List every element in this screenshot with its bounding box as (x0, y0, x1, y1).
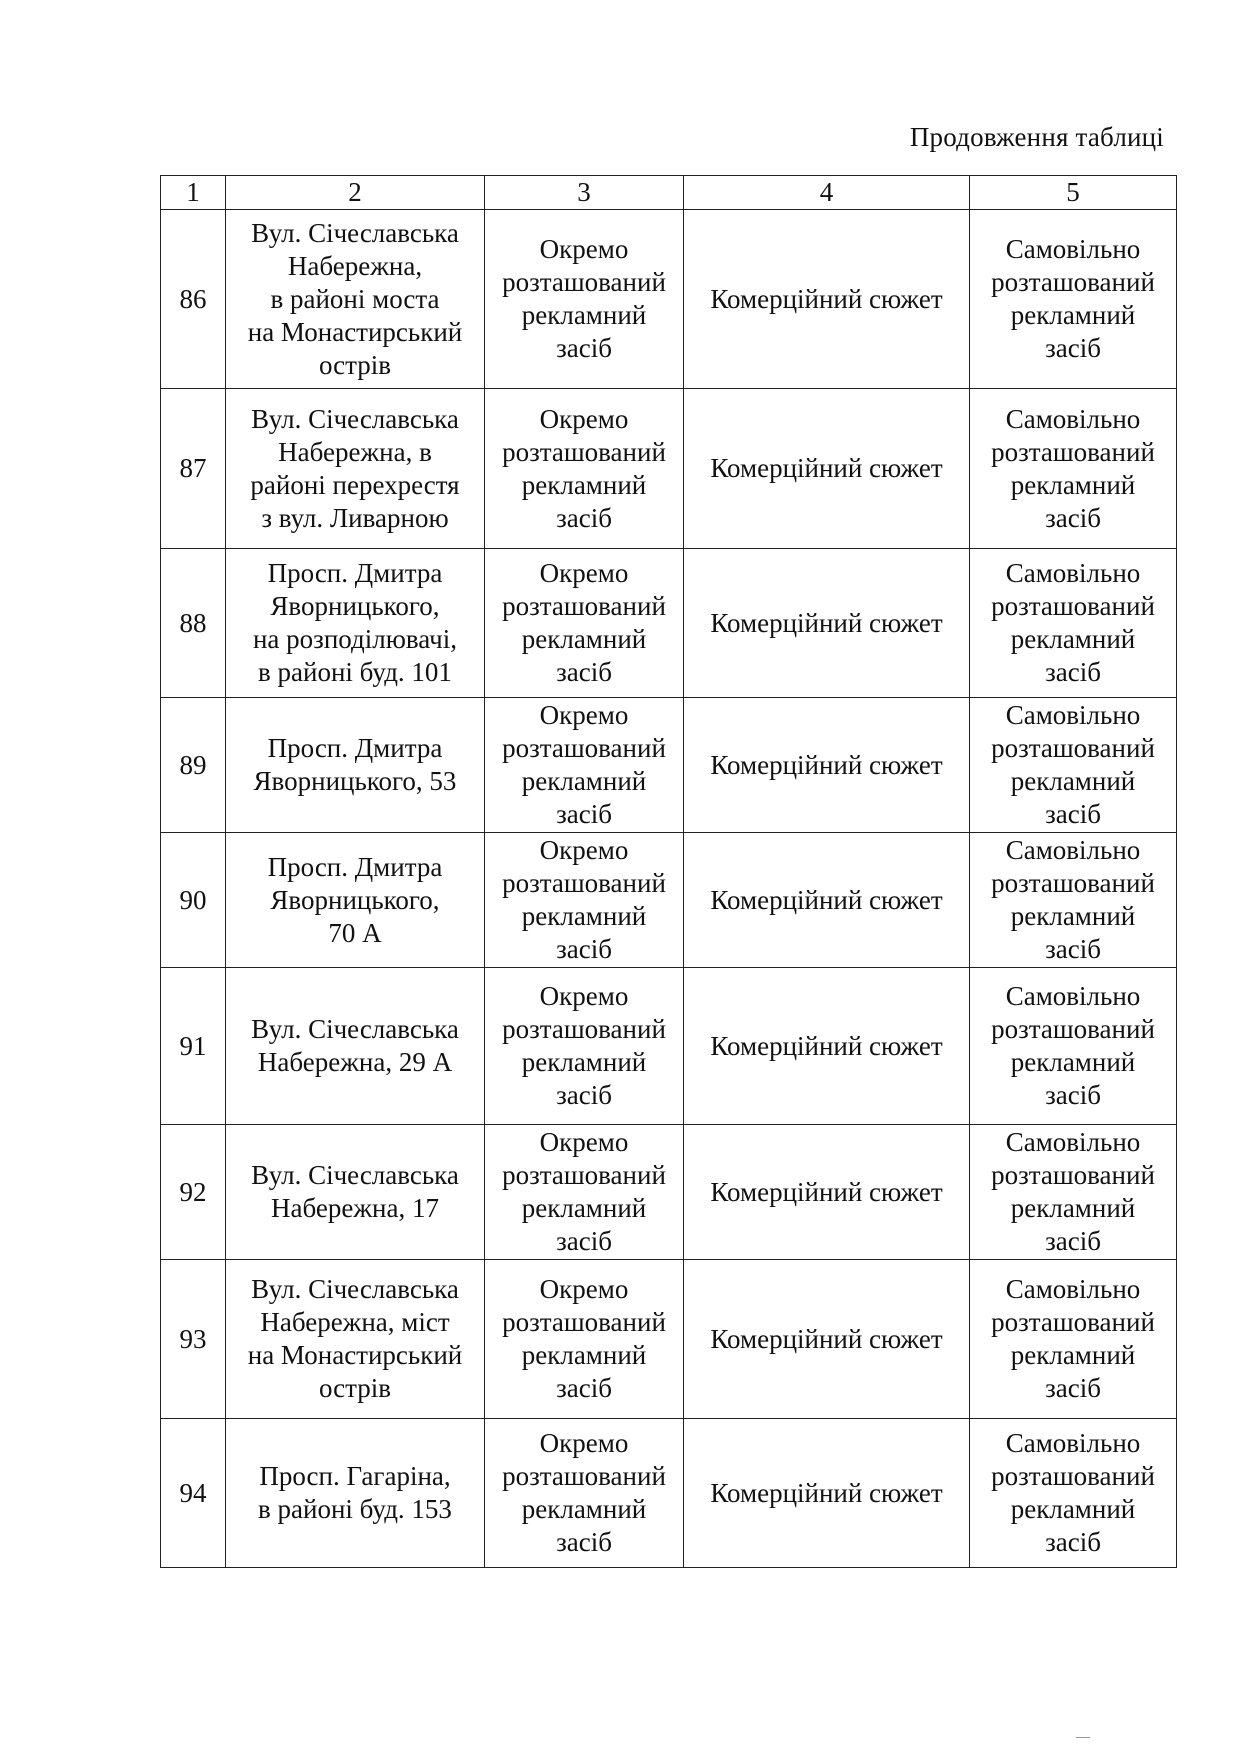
table-row (161, 549, 1177, 698)
column-number-4: 4 (684, 176, 970, 210)
row-status: Самовільно розташований рекламний засіб (970, 968, 1177, 1125)
advertising-table (160, 175, 1177, 1568)
table-row (161, 833, 1177, 968)
table-header-row (161, 176, 1177, 210)
row-type: Окремо розташований рекламний засіб (485, 549, 684, 698)
row-content: Комерційний сюжет (684, 1260, 970, 1419)
row-address: Просп. Гагаріна, в районі буд. 153 (226, 1419, 485, 1568)
row-content: Комерційний сюжет (684, 968, 970, 1125)
table-row (161, 1419, 1177, 1568)
table-row (161, 389, 1177, 549)
column-number-3: 3 (485, 176, 684, 210)
row-status: Самовільно розташований рекламний засіб (970, 1260, 1177, 1419)
row-content: Комерційний сюжет (684, 833, 970, 968)
table-continuation-caption: Продовження таблиці (909, 122, 1164, 152)
row-address: Просп. Дмитра Яворницького, на розподілювачі, в районі буд. 101 (226, 549, 485, 698)
row-address: Вул. Січеславська Набережна, 17 (226, 1125, 485, 1260)
row-address: Вул. Січеславська Набережна, в районі моста на Монастирський острів (226, 210, 485, 389)
table-row (161, 210, 1177, 389)
row-content: Комерційний сюжет (684, 210, 970, 389)
row-number: 88 (161, 549, 226, 698)
row-status: Самовільно розташований рекламний засіб (970, 549, 1177, 698)
table-row (161, 968, 1177, 1125)
row-status: Самовільно розташований рекламний засіб (970, 1125, 1177, 1260)
row-content: Комерційний сюжет (684, 1419, 970, 1568)
row-content: Комерційний сюжет (684, 1125, 970, 1260)
row-number: 86 (161, 210, 226, 389)
table-row (161, 698, 1177, 833)
row-type: Окремо розташований рекламний засіб (485, 389, 684, 549)
row-number: 91 (161, 968, 226, 1125)
row-address: Вул. Січеславська Набережна, міст на Монастирський острів (226, 1260, 485, 1419)
row-type: Окремо розташований рекламний засіб (485, 698, 684, 833)
scan-mark (1076, 1737, 1090, 1742)
row-number: 93 (161, 1260, 226, 1419)
row-content: Комерційний сюжет (684, 389, 970, 549)
row-status: Самовільно розташований рекламний засіб (970, 833, 1177, 968)
row-address: Просп. Дмитра Яворницького, 53 (226, 698, 485, 833)
row-type: Окремо розташований рекламний засіб (485, 1260, 684, 1419)
table-row (161, 1260, 1177, 1419)
row-type: Окремо розташований рекламний засіб (485, 968, 684, 1125)
row-type: Окремо розташований рекламний засіб (485, 833, 684, 968)
row-address: Вул. Січеславська Набережна, в районі перехрестя з вул. Ливарною (226, 389, 485, 549)
row-address: Вул. Січеславська Набережна, 29 А (226, 968, 485, 1125)
row-number: 87 (161, 389, 226, 549)
row-status: Самовільно розташований рекламний засіб (970, 210, 1177, 389)
row-number: 89 (161, 698, 226, 833)
column-number-5: 5 (970, 176, 1177, 210)
column-number-1: 1 (161, 176, 226, 210)
row-status: Самовільно розташований рекламний засіб (970, 389, 1177, 549)
row-content: Комерційний сюжет (684, 698, 970, 833)
row-address: Просп. Дмитра Яворницького, 70 А (226, 833, 485, 968)
row-content: Комерційний сюжет (684, 549, 970, 698)
row-type: Окремо розташований рекламний засіб (485, 1125, 684, 1260)
column-number-2: 2 (226, 176, 485, 210)
row-number: 90 (161, 833, 226, 968)
row-type: Окремо розташований рекламний засіб (485, 210, 684, 389)
row-status: Самовільно розташований рекламний засіб (970, 698, 1177, 833)
row-status: Самовільно розташований рекламний засіб (970, 1419, 1177, 1568)
row-type: Окремо розташований рекламний засіб (485, 1419, 684, 1568)
row-number: 94 (161, 1419, 226, 1568)
row-number: 92 (161, 1125, 226, 1260)
table-row (161, 1125, 1177, 1260)
